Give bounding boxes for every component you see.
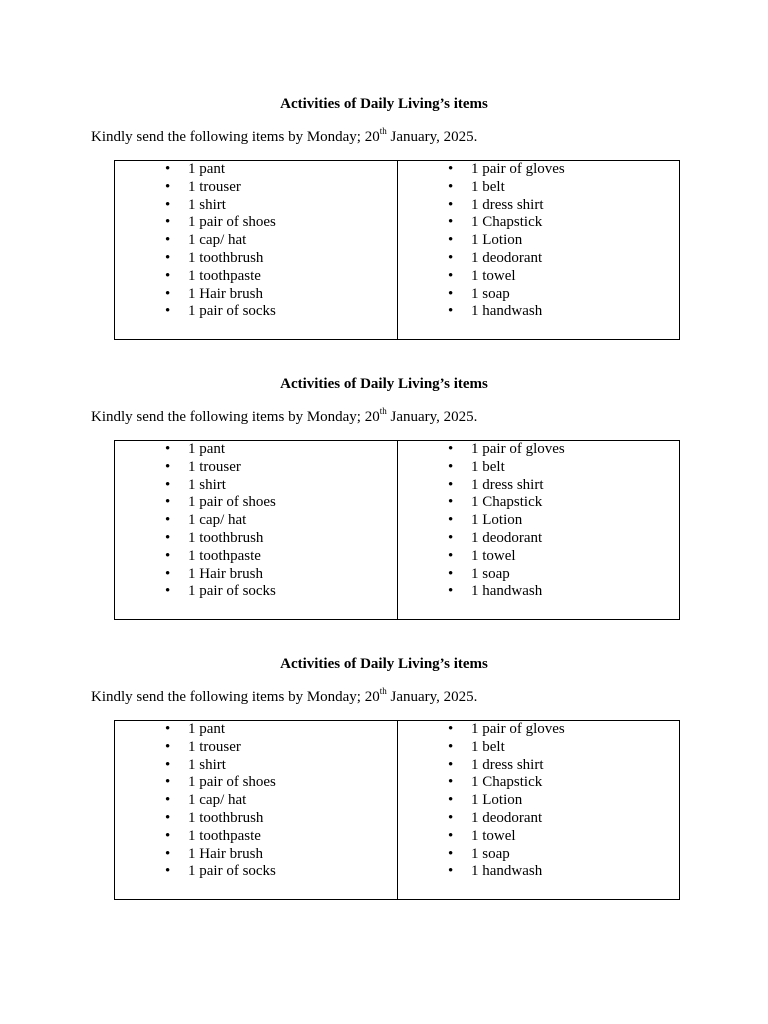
item-label: 1 soap (471, 845, 510, 862)
bullet-icon: • (165, 476, 171, 493)
bullet-icon: • (448, 196, 454, 213)
bullet-icon: • (165, 565, 171, 582)
item-label: 1 trouser (188, 458, 241, 475)
bullet-icon: • (448, 792, 454, 809)
list-item (115, 757, 397, 775)
item-label: 1 Lotion (471, 232, 523, 249)
item-label: 1 Hair brush (188, 285, 263, 302)
bullet-icon: • (165, 863, 171, 880)
items-list (398, 721, 679, 881)
bullet-icon: • (448, 738, 454, 755)
item-label: 1 pair of socks (188, 583, 276, 600)
bullet-icon: • (165, 756, 171, 773)
list-item (115, 566, 397, 584)
bullet-icon: • (165, 178, 171, 195)
list-item (398, 757, 679, 775)
bullet-icon: • (165, 303, 171, 320)
list-item (398, 250, 679, 268)
bullet-icon: • (448, 809, 454, 826)
bullet-icon: • (448, 512, 454, 529)
list-item (398, 828, 679, 846)
bullet-icon: • (165, 512, 171, 529)
bullet-icon: • (165, 792, 171, 809)
item-label: 1 towel (471, 547, 516, 564)
bullet-icon: • (165, 285, 171, 302)
bullet-icon: • (165, 583, 171, 600)
bullet-icon: • (165, 249, 171, 266)
item-label: 1 dress shirt (471, 196, 544, 213)
bullet-icon: • (448, 529, 454, 546)
bullet-icon: • (448, 827, 454, 844)
items-list (398, 441, 679, 601)
items-list (115, 161, 397, 321)
date-ordinal-suffix: th (379, 686, 387, 696)
item-label: 1 deodorant (471, 249, 543, 266)
list-item (115, 197, 397, 215)
list-item (398, 197, 679, 215)
notice-line (91, 128, 477, 146)
bullet-icon: • (448, 178, 454, 195)
item-label: 1 pair of socks (188, 303, 276, 320)
list-item (115, 792, 397, 810)
item-label: 1 pair of shoes (188, 774, 276, 791)
bullet-icon: • (165, 547, 171, 564)
list-item (115, 828, 397, 846)
bullet-icon: • (448, 441, 454, 457)
item-label: 1 pair of shoes (188, 494, 276, 511)
item-label: 1 Hair brush (188, 565, 263, 582)
item-label: 1 pair of gloves (471, 161, 565, 177)
list-item (398, 583, 679, 601)
bullet-icon: • (448, 303, 454, 320)
item-label: 1 deodorant (471, 529, 543, 546)
items-column-left (115, 721, 398, 900)
list-item (398, 739, 679, 757)
list-item (398, 286, 679, 304)
bullet-icon: • (165, 845, 171, 862)
item-label: 1 towel (471, 267, 516, 284)
item-label: 1 toothpaste (188, 547, 261, 564)
list-item (398, 441, 679, 459)
item-label: 1 toothbrush (188, 249, 264, 266)
bullet-icon: • (165, 161, 171, 177)
list-item (398, 214, 679, 232)
items-table (114, 440, 680, 620)
bullet-icon: • (165, 267, 171, 284)
bullet-icon: • (448, 774, 454, 791)
item-label: 1 toothpaste (188, 267, 261, 284)
notice-text: Kindly send the following items by Monday; 20 (91, 409, 380, 425)
bullet-icon: • (165, 458, 171, 475)
item-label: 1 dress shirt (471, 756, 544, 773)
section-title: Activities of Daily Living’s items (280, 376, 488, 392)
item-label: 1 soap (471, 565, 510, 582)
item-label: 1 handwash (471, 863, 543, 880)
item-label: 1 handwash (471, 583, 543, 600)
item-label: 1 dress shirt (471, 476, 544, 493)
list-item (115, 459, 397, 477)
list-item (398, 774, 679, 792)
items-table (114, 720, 680, 900)
list-item (115, 250, 397, 268)
items-list (398, 161, 679, 321)
list-item (115, 863, 397, 881)
list-item (115, 810, 397, 828)
item-label: 1 shirt (188, 476, 226, 493)
date-ordinal-suffix: th (379, 406, 387, 416)
list-item (398, 530, 679, 548)
bullet-icon: • (165, 809, 171, 826)
item-label: 1 handwash (471, 303, 543, 320)
item-label: 1 pant (188, 721, 226, 737)
bullet-icon: • (448, 565, 454, 582)
items-column-left (115, 161, 398, 340)
list-item (115, 512, 397, 530)
list-item (398, 232, 679, 250)
item-label: 1 pair of shoes (188, 214, 276, 231)
list-item (115, 721, 397, 739)
list-item (398, 303, 679, 321)
list-item (398, 721, 679, 739)
item-label: 1 cap/ hat (188, 792, 247, 809)
notice-date-suffix: January, 2025. (386, 129, 478, 145)
notice-date-suffix: January, 2025. (386, 409, 478, 425)
section-title: Activities of Daily Living’s items (280, 96, 488, 112)
list-item (398, 161, 679, 179)
bullet-icon: • (165, 738, 171, 755)
bullet-icon: • (448, 214, 454, 231)
item-label: 1 pant (188, 441, 226, 457)
items-column-right (398, 441, 680, 620)
section-title: Activities of Daily Living’s items (280, 656, 488, 672)
bullet-icon: • (165, 721, 171, 737)
notice-date-suffix: January, 2025. (386, 689, 478, 705)
list-item (398, 863, 679, 881)
list-item (398, 548, 679, 566)
bullet-icon: • (448, 249, 454, 266)
item-label: 1 cap/ hat (188, 232, 247, 249)
list-item (398, 179, 679, 197)
item-label: 1 pair of socks (188, 863, 276, 880)
list-item (398, 459, 679, 477)
item-label: 1 belt (471, 178, 505, 195)
list-item (115, 268, 397, 286)
bullet-icon: • (448, 547, 454, 564)
notice-text: Kindly send the following items by Monday; 20 (91, 689, 380, 705)
list-item (115, 494, 397, 512)
item-label: 1 toothbrush (188, 809, 264, 826)
item-label: 1 Chapstick (471, 774, 543, 791)
item-label: 1 pair of gloves (471, 721, 565, 737)
list-item (115, 179, 397, 197)
items-column-right (398, 161, 680, 340)
bullet-icon: • (448, 721, 454, 737)
list-item (115, 548, 397, 566)
list-item (398, 566, 679, 584)
list-item (398, 494, 679, 512)
bullet-icon: • (448, 232, 454, 249)
item-label: 1 belt (471, 738, 505, 755)
notice-line (91, 408, 477, 426)
list-item (115, 774, 397, 792)
bullet-icon: • (448, 494, 454, 511)
bullet-icon: • (448, 583, 454, 600)
bullet-icon: • (165, 441, 171, 457)
bullet-icon: • (448, 161, 454, 177)
list-item (115, 846, 397, 864)
item-label: 1 Lotion (471, 512, 523, 529)
item-label: 1 towel (471, 827, 516, 844)
item-label: 1 toothpaste (188, 827, 261, 844)
list-item (115, 739, 397, 757)
item-label: 1 Hair brush (188, 845, 263, 862)
bullet-icon: • (165, 827, 171, 844)
item-label: 1 Chapstick (471, 214, 543, 231)
notice-line (91, 688, 477, 706)
items-list (115, 721, 397, 881)
item-label: 1 Chapstick (471, 494, 543, 511)
items-column-left (115, 441, 398, 620)
item-label: 1 belt (471, 458, 505, 475)
list-item (115, 161, 397, 179)
item-label: 1 pair of gloves (471, 441, 565, 457)
bullet-icon: • (165, 196, 171, 213)
items-list (115, 441, 397, 601)
list-item (115, 477, 397, 495)
item-label: 1 trouser (188, 178, 241, 195)
bullet-icon: • (448, 756, 454, 773)
items-table (114, 160, 680, 340)
list-item (398, 477, 679, 495)
list-item (398, 810, 679, 828)
item-label: 1 cap/ hat (188, 512, 247, 529)
date-ordinal-suffix: th (379, 126, 387, 136)
list-item (115, 232, 397, 250)
bullet-icon: • (448, 285, 454, 302)
list-item (115, 583, 397, 601)
list-item (115, 303, 397, 321)
bullet-icon: • (165, 494, 171, 511)
bullet-icon: • (165, 214, 171, 231)
item-label: 1 shirt (188, 196, 226, 213)
list-item (398, 846, 679, 864)
list-item (115, 530, 397, 548)
items-column-right (398, 721, 680, 900)
bullet-icon: • (448, 863, 454, 880)
list-item (398, 512, 679, 530)
notice-text: Kindly send the following items by Monday; 20 (91, 129, 380, 145)
item-label: 1 pant (188, 161, 226, 177)
item-label: 1 toothbrush (188, 529, 264, 546)
item-label: 1 shirt (188, 756, 226, 773)
bullet-icon: • (448, 267, 454, 284)
bullet-icon: • (165, 774, 171, 791)
list-item (115, 214, 397, 232)
list-item (115, 441, 397, 459)
item-label: 1 Lotion (471, 792, 523, 809)
list-item (115, 286, 397, 304)
bullet-icon: • (448, 476, 454, 493)
bullet-icon: • (165, 232, 171, 249)
item-label: 1 trouser (188, 738, 241, 755)
bullet-icon: • (165, 529, 171, 546)
item-label: 1 deodorant (471, 809, 543, 826)
bullet-icon: • (448, 458, 454, 475)
list-item (398, 268, 679, 286)
bullet-icon: • (448, 845, 454, 862)
item-label: 1 soap (471, 285, 510, 302)
list-item (398, 792, 679, 810)
